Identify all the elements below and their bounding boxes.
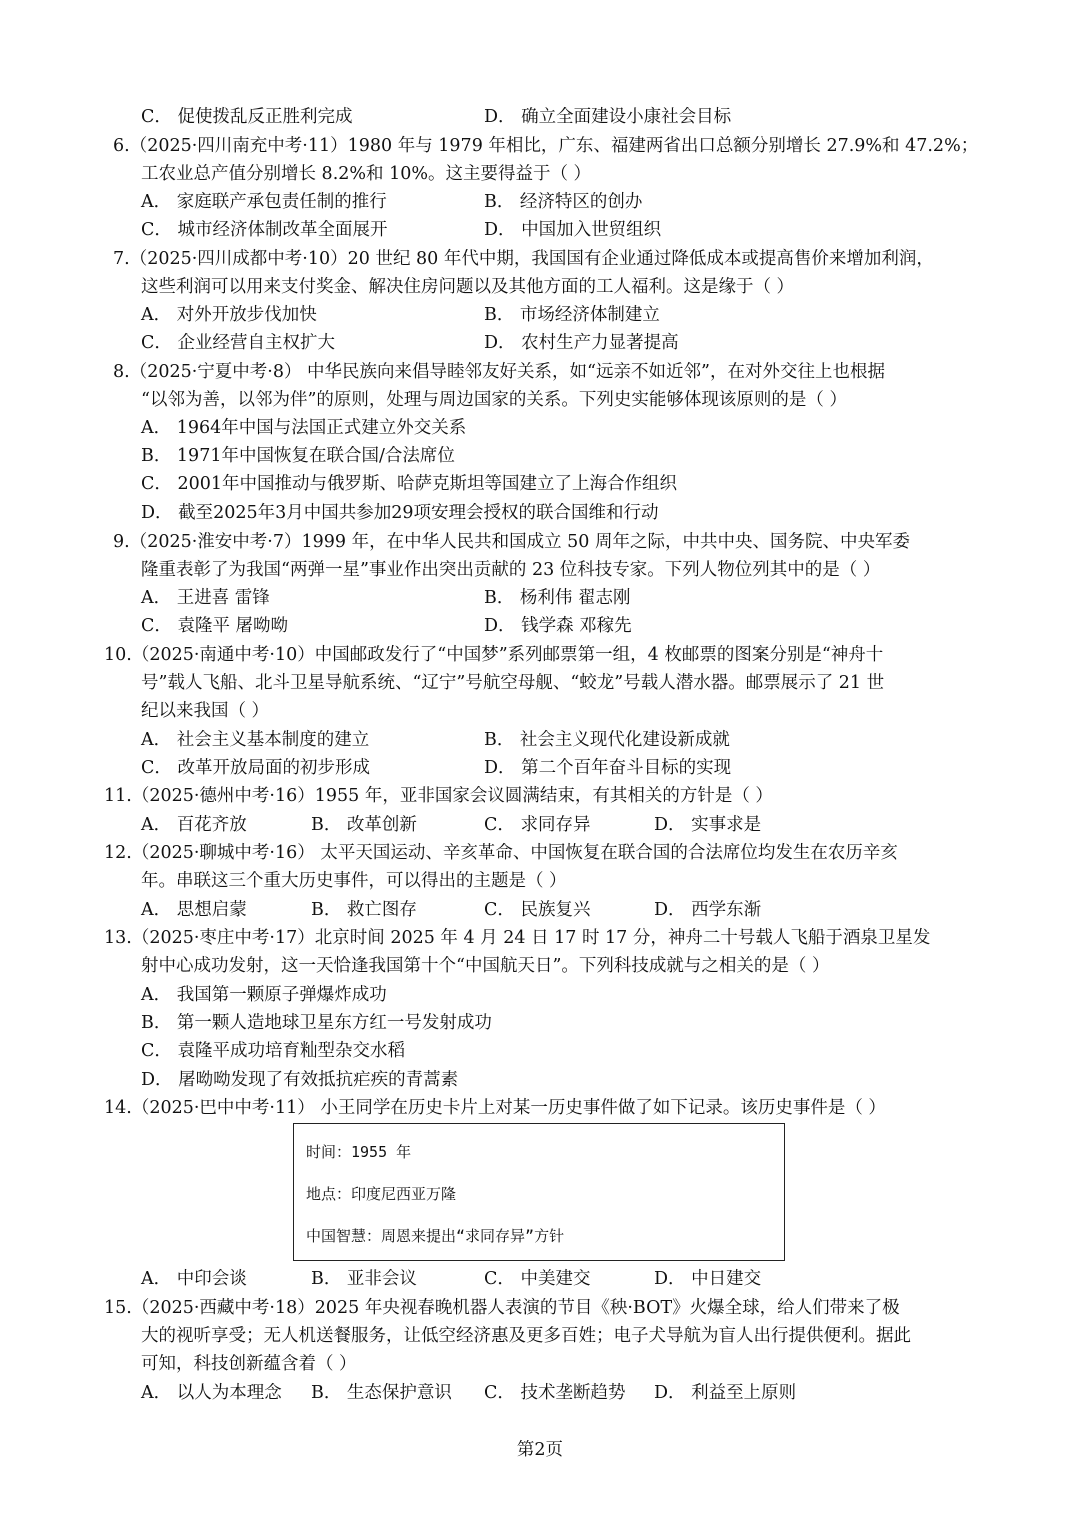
- option-d: D． 中日建交: [654, 1269, 762, 1289]
- option-c: C． 中美建交: [484, 1269, 591, 1289]
- question-12-stem-cont: 年。串联这三个重大历史事件，可以得出的主题是（ ）: [141, 871, 567, 891]
- question-10-stem-cont: 号”载人飞船、北斗卫星导航系统、“辽宁”号航空母舰、“蛟龙”号载人潜水器。邮票展示了 21 世: [141, 673, 885, 693]
- option-c: C． 民族复兴: [484, 900, 591, 920]
- option-a: A． 思想启蒙: [141, 900, 247, 920]
- question-11-stem: 11.（2025·德州中考·16）1955 年，亚非国家会议圆满结束，有其相关的方针是（ ）: [104, 786, 773, 806]
- question-15-stem-cont: 大的视听享受；无人机送餐服务，让低空经济惠及更多百姓；电子犬导航为盲人出行提供便利。据此: [141, 1326, 911, 1346]
- option-b: B． 社会主义现代化建设新成就: [484, 730, 730, 750]
- option-d: D． 农村生产力显著提高: [484, 333, 679, 353]
- option-c: C． 2001年中国推动与俄罗斯、哈萨克斯坦等国建立了上海合作组织: [141, 474, 677, 494]
- option-b: B． 改革创新: [311, 815, 417, 835]
- option-d: D． 西学东渐: [654, 900, 762, 920]
- option-a: A． 王进喜 雷锋: [141, 588, 270, 608]
- option-c: C． 袁隆平 屠呦呦: [141, 616, 289, 636]
- page-number: 第2页: [516, 1440, 564, 1460]
- option-d: D． 利益至上原则: [654, 1383, 797, 1403]
- option-c: C． 城市经济体制改革全面展开: [141, 220, 388, 240]
- question-15-stem: 15.（2025·西藏中考·18）2025 年央视春晚机器人表演的节目《秧·BOT》火爆全球，给人们带来了极: [104, 1298, 900, 1318]
- option-b: B． 市场经济体制建立: [484, 305, 660, 325]
- question-10-stem-cont: 纪以来我国（ ）: [141, 701, 270, 721]
- question-9-stem-cont: 隆重表彰了为我国“两弹一星”事业作出突出贡献的 23 位科技专家。下列人物位列其中的是（ ）: [141, 560, 881, 580]
- question-8-stem-cont: “以邻为善，以邻为伴”的原则，处理与周边国家的关系。下列史实能够体现该原则的是（ ）: [141, 390, 847, 410]
- option-c: C． 企业经营自主权扩大: [141, 333, 335, 353]
- card-wisdom: 中国智慧：周恩来提出“求同存异”方针: [306, 1227, 565, 1245]
- option-b: B． 经济特区的创办: [484, 192, 643, 212]
- question-13-stem-cont: 射中心成功发射，这一天恰逢我国第十个“中国航天日”。下列科技成就与之相关的是（ ）: [141, 956, 830, 976]
- option-a: A． 百花齐放: [141, 815, 247, 835]
- option-a: A． 中印会谈: [141, 1269, 247, 1289]
- question-13-stem: 13.（2025·枣庄中考·17）北京时间 2025 年 4 月 24 日 17 时 17 分，神舟二十号载人飞船于酒泉卫星发: [104, 928, 931, 948]
- card-time: 时间：1955 年: [306, 1143, 412, 1161]
- option-a: A． 社会主义基本制度的建立: [141, 730, 370, 750]
- option-b: B． 杨利伟 翟志刚: [484, 588, 631, 608]
- card-place: 地点：印度尼西亚万隆: [306, 1185, 457, 1203]
- option-a: A． 我国第一颗原子弹爆炸成功: [141, 985, 387, 1005]
- option-b: B． 第一颗人造地球卫星东方红一号发射成功: [141, 1013, 492, 1033]
- question-15-stem-cont: 可知，科技创新蕴含着（ ）: [141, 1354, 357, 1374]
- option-c: C． 袁隆平成功培育籼型杂交水稻: [141, 1041, 405, 1061]
- option-a: A． 家庭联产承包责任制的推行: [141, 192, 387, 212]
- question-7-stem-cont: 这些利润可以用来支付奖金、解决住房问题以及其他方面的工人福利。这是缘于（ ）: [141, 277, 795, 297]
- question-6-stem: 6.（2025·四川南充中考·11）1980 年与 1979 年相比，广东、福建两省出口总额分别增长 27.9%和 47.2%；: [113, 136, 979, 156]
- option-c: C． 促使拨乱反正胜利完成: [141, 107, 353, 127]
- history-card: [293, 1123, 785, 1261]
- option-d: D． 确立全面建设小康社会目标: [484, 107, 732, 127]
- question-7-stem: 7.（2025·四川成都中考·10）20 世纪 80 年代中期，我国国有企业通过降低成本或提高售价来增加利润，: [113, 249, 934, 269]
- option-d: D． 截至2025年3月中国共参加29项安理会授权的联合国维和行动: [141, 503, 659, 523]
- question-10-stem: 10.（2025·南通中考·10）中国邮政发行了“中国梦”系列邮票第一组，4 枚邮票的图案分别是“神舟十: [104, 645, 884, 665]
- option-d: D． 钱学森 邓稼先: [484, 616, 632, 636]
- option-d: D． 中国加入世贸组织: [484, 220, 662, 240]
- question-8-stem: 8.（2025·宁夏中考·8） 中华民族向来倡导睦邻友好关系，如“远亲不如近邻”，在对外交往上也根据: [113, 362, 885, 382]
- option-b: B． 亚非会议: [311, 1269, 417, 1289]
- option-d: D． 实事求是: [654, 815, 762, 835]
- option-d: D． 第二个百年奋斗目标的实现: [484, 758, 732, 778]
- option-a: A． 1964年中国与法国正式建立外交关系: [141, 418, 467, 438]
- option-c: C． 改革开放局面的初步形成: [141, 758, 370, 778]
- question-12-stem: 12.（2025·聊城中考·16） 太平天国运动、辛亥革命、中国恢复在联合国的合法席位均发生在农历辛亥: [104, 843, 898, 863]
- question-6-stem-cont: 工农业总产值分别增长 8.2%和 10%。这主要得益于（ ）: [141, 164, 592, 184]
- option-d: D． 屠呦呦发现了有效抵抗疟疾的青蒿素: [141, 1070, 459, 1090]
- option-a: A． 对外开放步伐加快: [141, 305, 317, 325]
- option-b: B． 生态保护意识: [311, 1383, 452, 1403]
- option-c: C． 求同存异: [484, 815, 591, 835]
- option-b: B． 1971年中国恢复在联合国/合法席位: [141, 446, 455, 466]
- option-a: A． 以人为本理念: [141, 1383, 282, 1403]
- option-b: B． 救亡图存: [311, 900, 417, 920]
- question-14-stem: 14.（2025·巴中中考·11） 小王同学在历史卡片上对某一历史事件做了如下记录。该历史事件是（ ）: [104, 1098, 886, 1118]
- option-c: C． 技术垄断趋势: [484, 1383, 626, 1403]
- question-9-stem: 9.（2025·淮安中考·7）1999 年，在中华人民共和国成立 50 周年之际，中共中央、国务院、中央军委: [113, 532, 910, 552]
